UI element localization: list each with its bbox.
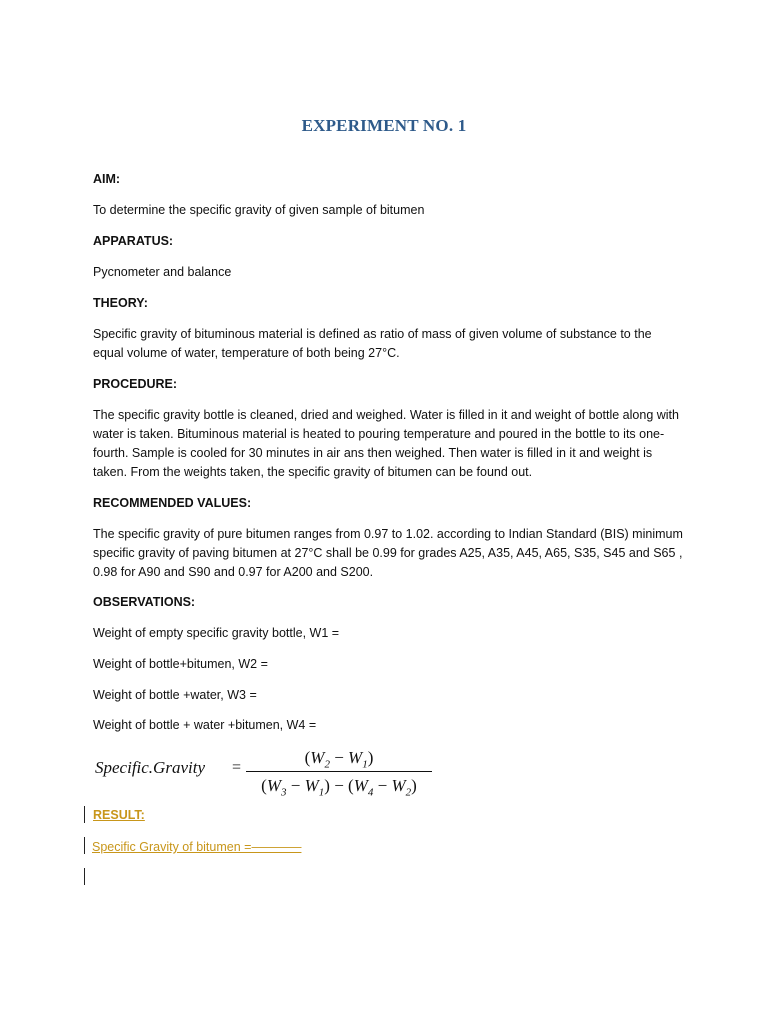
observations-heading: OBSERVATIONS:	[93, 595, 196, 609]
formula-numerator: $(W_2 - W_1)$	[304, 748, 374, 771]
apparatus-heading: APPARATUS:	[93, 234, 174, 248]
formula-fraction	[246, 746, 432, 798]
theory-heading: THEORY:	[93, 296, 148, 310]
formula-equals: =	[232, 759, 242, 776]
result-heading: RESULT:	[93, 808, 145, 822]
aim-text: To determine the specific gravity of given sample of bitumen	[93, 203, 425, 217]
specific-gravity-formula	[93, 746, 438, 799]
result-text: Specific Gravity of bitumen =————	[92, 840, 302, 854]
text-cursor	[84, 868, 85, 885]
theory-text: Specific gravity of bituminous material is defined as ratio of mass of given volume of substance to the equal volume of water, temperature of both being 27°C.	[93, 327, 652, 360]
procedure-text: The specific gravity bottle is cleaned, dried and weighed. Water is filled in it and weight of bottle along with water is taken. Bituminous material is heated to pouring temperature and poured in the bottle to its one-fourth. Sample is cooled for 30 minutes in air ans then weighed. Then water is filled in it and weight is taken. From the weights taken, the specific gravity of bitumen can be found out.	[93, 408, 679, 479]
recommended-values-heading: RECOMMENDED VALUES:	[93, 496, 252, 510]
observation-w4: Weight of bottle + water +bitumen, W4 =	[93, 718, 317, 732]
recommended-values-text: The specific gravity of pure bitumen ranges from 0.97 to 1.02. according to Indian Standard (BIS) minimum specific gravity of paving bitumen at 27°C shall be 0.99 for grades A25, A35, A45, A65, S35, S45 and S65 , 0.98 for A90 and S90 and 0.97 for A200 and S200.	[93, 527, 683, 579]
page-title: EXPERIMENT NO. 1	[301, 116, 467, 135]
aim-heading: AIM:	[93, 172, 121, 186]
formula-fraction-bar	[246, 771, 432, 772]
procedure-heading: PROCEDURE:	[93, 377, 178, 391]
formula-denominator: $(W_3 - W_1) - (W_4 - W_2)$	[261, 776, 417, 799]
text-cursor-mark	[84, 806, 85, 823]
apparatus-text: Pycnometer and balance	[93, 265, 232, 279]
formula-lhs: Specific.Gravity	[95, 758, 205, 777]
observation-w3: Weight of bottle +water, W3 =	[93, 688, 257, 702]
observation-w2: Weight of bottle+bitumen, W2 =	[93, 657, 268, 671]
observation-w1: Weight of empty specific gravity bottle, W1 =	[93, 626, 340, 640]
text-cursor-mark	[84, 837, 85, 854]
